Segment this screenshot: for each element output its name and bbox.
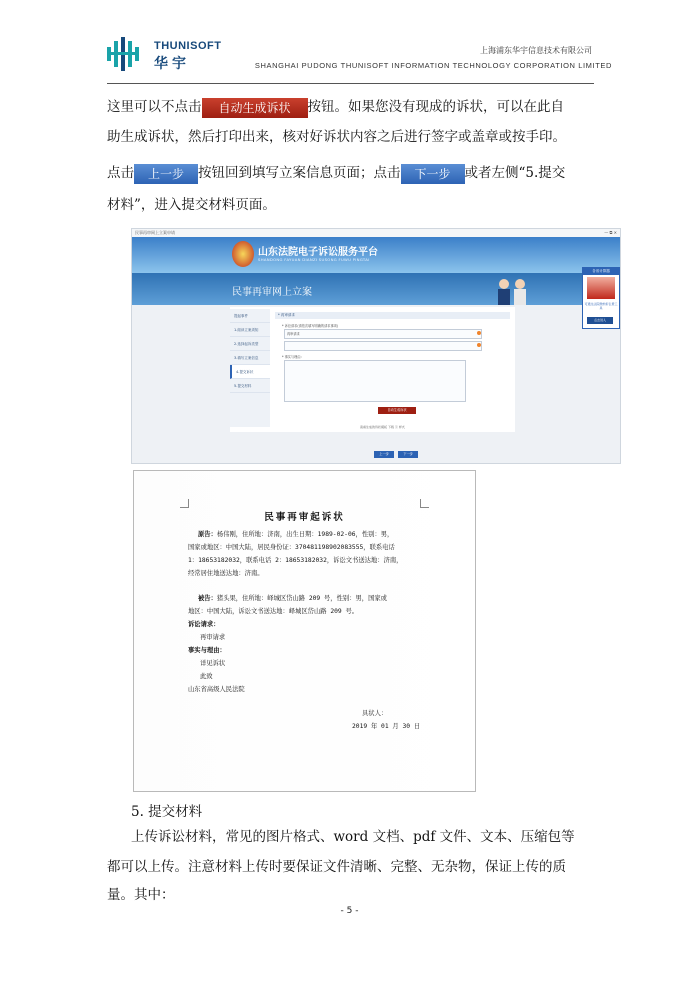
document-title: 民事再审起诉状 <box>264 512 345 523</box>
claim-input[interactable] <box>284 329 482 339</box>
next-step-button[interactable]: 下一步 <box>398 451 418 458</box>
doc-line: 经常居住地送达地：济南。 <box>188 570 264 577</box>
window-titlebar <box>132 229 620 237</box>
intro-line-4: 材料”，进入提交材料页面。 <box>107 197 276 213</box>
doc-line: 详见诉状 <box>200 660 226 667</box>
doc-line-text: 猪头果，住所地：峄城区岱山路 209 号，性别：男，国家或 <box>216 595 387 602</box>
next-step-button-image: 下一步 <box>401 164 465 184</box>
doc-line: 诉讼请求： <box>188 621 220 628</box>
form-section-header: * 再审请求 <box>275 312 510 319</box>
field-label: * 诉讼请求(请依次填写明确的请求事项) <box>282 324 339 328</box>
doc-line-label: 原告： <box>198 531 217 538</box>
section-paragraph-line: 量。其中： <box>107 887 175 903</box>
platform-screenshot <box>131 228 621 464</box>
prev-step-button-image: 上一步 <box>134 164 198 184</box>
intro-text: 点击 <box>107 165 134 181</box>
section-title: 民事再审网上立案 <box>232 287 312 298</box>
court-emblem-icon <box>232 241 254 267</box>
doc-line: 国家或地区：中国大陆，居民身份证：370481198902083555，联系电话 <box>188 544 395 551</box>
float-panel-text: 可通过法院缴纳诉讼费工具 <box>584 302 618 310</box>
intro-line-3 <box>107 162 565 184</box>
doc-date: 2019 年 01 月 30 日 <box>352 723 421 730</box>
platform-subtitle: SHANDONG FAYUAN DIANZI SUSONG FUWU PINGTAI <box>258 257 370 262</box>
required-dot-icon <box>477 331 481 335</box>
doc-line <box>198 529 393 538</box>
step-item[interactable]: 1.阅读立案须知 <box>230 323 270 337</box>
section-heading: 5. 提交材料 <box>131 804 203 820</box>
doc-line: 此致 <box>200 673 213 680</box>
claim-input-2[interactable] <box>284 341 482 351</box>
platform-title: 山东法院电子诉讼服务平台 <box>258 247 378 258</box>
float-enter-button[interactable]: 点击进入 <box>587 317 613 324</box>
float-panel-header: 各省计算器 <box>582 267 620 275</box>
step-item[interactable]: 3.填写立案信息 <box>230 351 270 365</box>
steps-sidebar <box>230 309 270 427</box>
intro-text: 这里可以不点击 <box>107 99 202 115</box>
doc-line: 山东省高级人民法院 <box>188 686 245 693</box>
margin-corner-mark <box>180 499 189 508</box>
prev-step-button[interactable]: 上一步 <box>374 451 394 458</box>
step-item[interactable]: 5.提交材料 <box>230 379 270 393</box>
doc-line-label: 被告： <box>198 595 217 602</box>
doc-signer: 具状人： <box>362 710 388 717</box>
template-links[interactable]: 查看生成的诉状模板 下载 ⓘ 样式 <box>360 425 405 429</box>
thunisoft-logo-icon <box>107 37 147 71</box>
generate-complaint-button[interactable]: 自动生成诉状 <box>378 407 416 414</box>
section-band <box>132 273 620 305</box>
intro-line-2: 助生成诉状，然后打印出来，核对好诉状内容之后进行签字或盖章或按手印。 <box>107 129 566 145</box>
intro-text: 按钮回到填写立案信息页面；点击 <box>198 165 401 181</box>
intro-text: 按钮。如果您没有现成的诉状，可以在此自 <box>307 99 564 115</box>
company-name-en: SHANGHAI PUDONG THUNISOFT INFORMATION TECHNOLOGY CORPORATION LIMITED <box>254 61 612 70</box>
header-rule <box>107 83 594 84</box>
doc-line: 事实与理由： <box>188 647 226 654</box>
window-controls: — ⧉ ✕ <box>604 230 617 235</box>
section-paragraph-line: 都可以上传。注意材料上传时要保证文件清晰、完整、无杂物，保证上传的质 <box>107 859 566 875</box>
claim-input-value: 再审请求 <box>287 332 300 336</box>
doc-line: 再审请求 <box>200 634 226 641</box>
doc-line-text: 杨伟刚，住所地：济南，出生日期：1989-02-06，性别：男， <box>216 531 394 538</box>
doc-line <box>198 593 387 602</box>
generate-complaint-button-image: 自动生成诉状 <box>202 98 308 118</box>
intro-line-1 <box>107 96 564 118</box>
required-dot-icon <box>477 343 481 347</box>
complaint-document-image <box>133 470 476 792</box>
brand-name-en: THUNISOFT <box>154 40 222 52</box>
field-label: * 事实与理由： <box>282 355 304 359</box>
step-item[interactable]: 提起事件 <box>230 309 270 323</box>
intro-text: 或者左侧“5.提交 <box>464 165 566 181</box>
step-item[interactable]: 2.选择起诉类型 <box>230 337 270 351</box>
calculator-image <box>587 277 615 299</box>
step-item-active[interactable]: 4.提交诉状 <box>230 365 270 379</box>
margin-corner-mark <box>420 499 429 508</box>
company-name-cn: 上海浦东华宇信息技术有限公司 <box>480 46 592 55</box>
section-paragraph-line: 上传诉讼材料，常见的图片格式、word 文档、pdf 文件、文本、压缩包等 <box>131 829 575 845</box>
brand-name-cn: 华宇 <box>154 56 190 72</box>
doc-line: 地区：中国大陆，诉讼文书送达地：峄城区岱山路 209 号。 <box>188 608 359 615</box>
page-number: - 5 - <box>340 906 359 916</box>
facts-textarea[interactable] <box>284 360 466 402</box>
people-illustration-icon <box>492 275 532 305</box>
window-title: 民事再审网上立案申请 <box>135 230 175 235</box>
doc-line: 1：18653182032，联系电话 2：18653182032，诉讼文书送达地：济南， <box>188 557 403 564</box>
